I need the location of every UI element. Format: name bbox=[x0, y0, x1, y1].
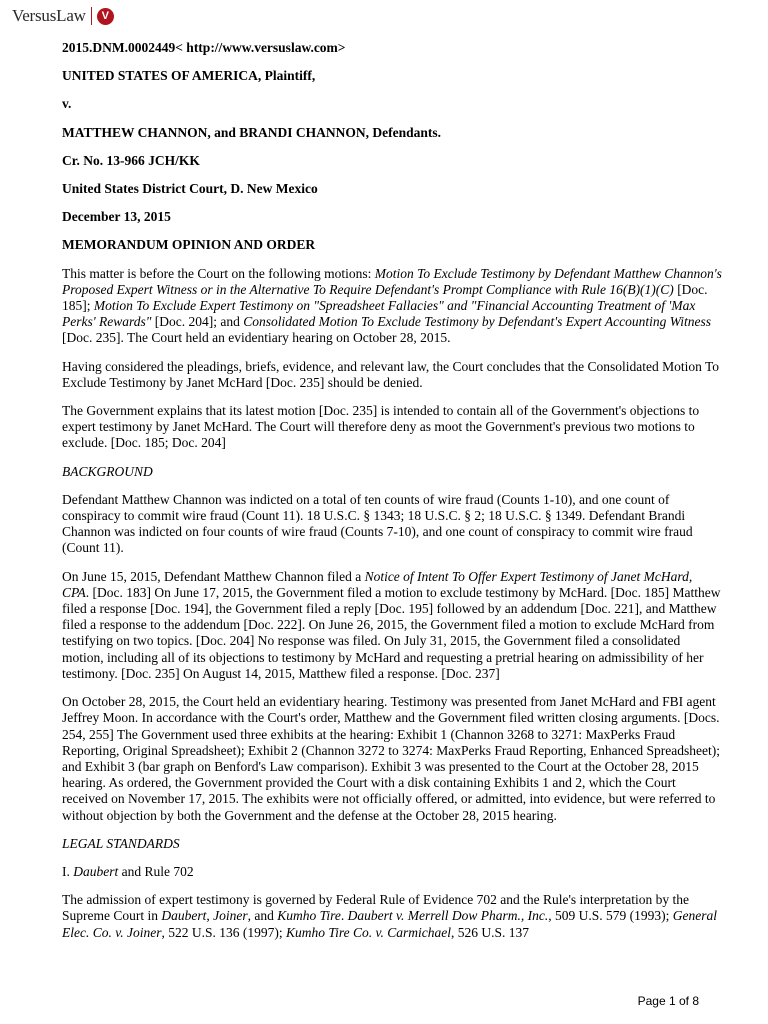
paragraph-indictment: Defendant Matthew Channon was indicted on a total of ten counts of wire fraud (Counts 1-10), and one count of conspiracy to commit wire fraud (Count 11). 18 U.S.C. § 1343; 18 U.S.C. § 2; 18 U.S.C. § 1349. Defendant Brandi Channon was indicted on four counts of wire fraud (Counts 7-10), and one count of conspiracy to commit wire fraud (Count 11). bbox=[62, 491, 693, 556]
paragraph-conclusion: Having considered the pleadings, briefs, evidence, and relevant law, the Court concludes that the Consolidated Motion To Exclude Testimony by Janet McHard [Doc. 235] should be denied. bbox=[62, 358, 720, 390]
paragraph-hearing: On October 28, 2015, the Court held an evidentiary hearing. Testimony was presented from Janet McHard and FBI agent Jeffrey Moon. In accordance with the Court's order, Matthew and the Government filed written closing arguments. [Docs. 254, 255] The Government used three exhibits at the hearing: Exhibit 1 (Channon 3268 to 3271: MaxPerks Fraud Reporting, Original Spreadsheet); Exhibit 2 (Channon 3272 to 3274: MaxPerks Fraud Reporting, Enhanced Spreadsheet); and Exhibit 3 (bar graph on Benford's Law comparison). Exhibit 3 was presented to the Court at the October 28, 2015 hearing. As ordered, the Government provided the Court with a disk containing Exhibits 1 and 2, which the Court received on November 17, 2015. The exhibits were not officially offered, or admitted, into evidence, but were referred to without objection by both the Government and the defense at the October 28, 2015 hearing. bbox=[62, 694, 720, 823]
versuslaw-logo bbox=[12, 5, 114, 27]
document-body bbox=[62, 40, 722, 953]
case-number: Cr. No. 13-966 JCH/KK bbox=[62, 152, 200, 168]
logo-divider bbox=[91, 7, 92, 25]
court-name: United States District Court, D. New Mexico bbox=[62, 181, 318, 197]
document-title: MEMORANDUM OPINION AND ORDER bbox=[62, 237, 316, 253]
defendants: MATTHEW CHANNON, and BRANDI CHANNON, Defendants. bbox=[62, 124, 442, 140]
decision-date: December 13, 2015 bbox=[62, 209, 171, 225]
citation: 2015.DNM.0002449< http://www.versuslaw.com> bbox=[62, 40, 346, 55]
paragraph-filings: On June 15, 2015, Defendant Matthew Channon filed a Notice of Intent To Offer Expert Testimony of Janet McHard, CPA. [Doc. 183] On June 17, 2015, the Government filed a motion to exclude testimony by McHard. [Doc. 185] Matthew filed a response [Doc. 194], the Government filed a reply [Doc. 195] followed by an addendum [Doc. 221], and Matthew filed a response to the addendum [Doc. 222]. On June 26, 2015, the Government filed a motion to exclude McHard from testifying on two topics. [Doc. 204] No response was filed. On July 31, 2015, the Government filed a consolidated motion, including all of its objections to testimony by McHard and requesting a pretrial hearing on admissibility of her testimony. [Doc. 235] On August 14, 2015, Matthew filed a response. [Doc. 237] bbox=[62, 568, 721, 681]
versus: v. bbox=[62, 96, 72, 112]
section-heading-legal-standards: LEGAL STANDARDS bbox=[62, 835, 180, 851]
logo-wordmark: VersusLaw bbox=[12, 6, 86, 25]
paragraph-motions: This matter is before the Court on the following motions: Motion To Exclude Testimony by Defendant Matthew Channon's Proposed Expert Witness or in the Alternative To Require Defendant's Prompt Compliance with Rule 16(B)(1)(C) [Doc. 185]; Motion To Exclude Expert Testimony on "Spreadsheet Fallacies" and "Financial Accounting Treatment of 'Max Perks' Rewards" [Doc. 204]; and Consolidated Motion To Exclude Testimony by Defendant's Expert Accounting Witness [Doc. 235]. The Court held an evidentiary hearing on October 28, 2015. bbox=[62, 265, 722, 346]
subheading-daubert: I. Daubert and Rule 702 bbox=[62, 863, 194, 879]
paragraph-government-explains: The Government explains that its latest motion [Doc. 235] is intended to contain all of the Government's objections to expert testimony by Janet McHard. The Court will therefore deny as moot the Government's previous two motions to exclude. [Doc. 185; Doc. 204] bbox=[62, 403, 700, 451]
section-heading-background: BACKGROUND bbox=[62, 463, 153, 479]
paragraph-admission: The admission of expert testimony is governed by Federal Rule of Evidence 702 and the Rule's interpretation by the Supreme Court in Daubert, Joiner, and Kumho Tire. Daubert v. Merrell Dow Pharm., Inc., 509 U.S. 579 (1993); General Elec. Co. v. Joiner, 522 U.S. 136 (1997); Kumho Tire Co. v. Carmichael, 526 U.S. 137 bbox=[62, 892, 717, 940]
logo-mark-icon: V bbox=[97, 8, 114, 25]
page-indicator: Page 1 of 8 bbox=[637, 994, 699, 1008]
plaintiff: UNITED STATES OF AMERICA, Plaintiff, bbox=[62, 68, 316, 84]
